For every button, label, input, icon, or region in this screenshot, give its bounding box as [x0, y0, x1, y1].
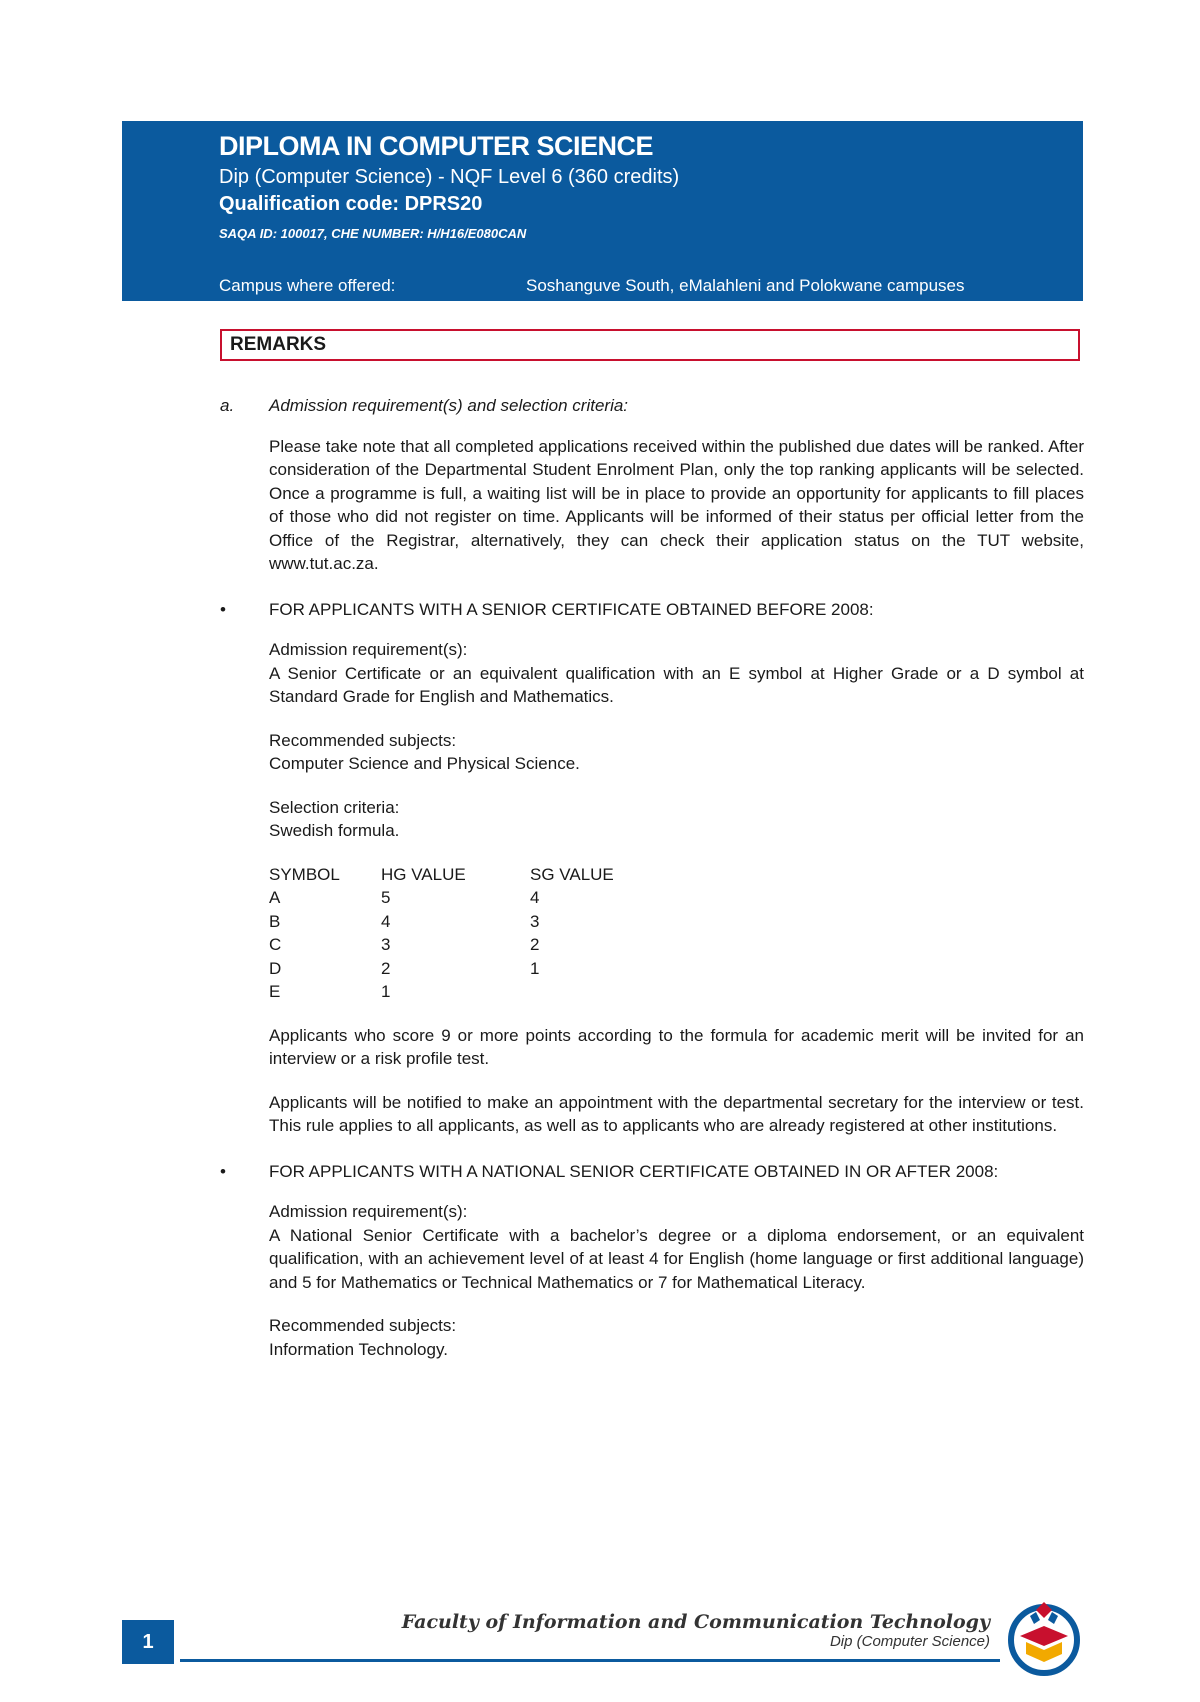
saqa-id: SAQA ID: 100017, CHE NUMBER: H/H16/E080CAN — [219, 226, 527, 241]
recommended-label: Recommended subjects: — [269, 730, 457, 750]
qualification-code: Qualification code: DPRS20 — [219, 193, 483, 215]
table-cell: 5 — [381, 888, 391, 907]
item-a-title: Admission requirement(s) and selection criteria: — [269, 396, 629, 415]
section-pre-2008 — [220, 598, 1084, 1138]
item-a — [220, 394, 1084, 576]
table-cell: 4 — [530, 888, 540, 907]
merit-text: Applicants who score 9 or more points according to the formula for academic merit will be invited for an interview or a risk profile test. — [269, 1025, 1084, 1068]
item-a-marker: a. — [220, 396, 235, 415]
item-a-paragraph: Please take note that all completed applications received within the published due dates will be ranked. After consideration of the Departmental Student Enrolment Plan, only the top ranking applicants will be selected. Once a programme is full, a waiting list will be in place to provide an opportunity for applicants to fill places of those who did not register on time. Applicants will be informed of their status per official letter from the Office of the Registrar, alternatively, they can check their application status on the TUT website, www.tut.ac.za. — [269, 436, 1084, 573]
admission-text: A Senior Certificate or an equivalent qualification with an E symbol at Higher Grade or a D symbol at Standard Grade for English and Mathematics. — [269, 663, 1084, 706]
symbol-value-table — [269, 863, 614, 1004]
table-header-cell: HG VALUE — [381, 864, 466, 884]
selection-text: Swedish formula. — [269, 821, 400, 840]
header-banner — [122, 121, 1083, 301]
table-cell: C — [269, 935, 282, 954]
section-heading: FOR APPLICANTS WITH A SENIOR CERTIFICATE OBTAINED BEFORE 2008: — [269, 599, 874, 619]
table-cell: 4 — [381, 911, 391, 931]
faculty-name: Faculty of Information and Communication Technology — [401, 1611, 990, 1633]
table-row — [269, 910, 614, 934]
table-row — [269, 957, 614, 981]
table-header-cell: SYMBOL — [269, 864, 340, 884]
table-header-cell: SG VALUE — [530, 864, 614, 884]
table-cell — [530, 980, 614, 1004]
table-cell: A — [269, 888, 281, 907]
table-cell: B — [269, 911, 281, 931]
recommended-text: Computer Science and Physical Science. — [269, 754, 580, 773]
table-row — [269, 933, 614, 957]
table-cell: 2 — [530, 935, 540, 954]
section-heading: FOR APPLICANTS WITH A NATIONAL SENIOR CERTIFICATE OBTAINED IN OR AFTER 2008: — [269, 1161, 999, 1181]
table-cell: 1 — [530, 958, 540, 978]
section-nsc — [220, 1160, 1084, 1362]
programme-name: Dip (Computer Science) — [829, 1633, 990, 1650]
remarks-heading: REMARKS — [220, 329, 1080, 361]
admission-label: Admission requirement(s): — [269, 640, 468, 659]
table-cell: 2 — [381, 958, 391, 978]
qualification-subtitle: Dip (Computer Science) - NQF Level 6 (360 credits) — [219, 166, 680, 188]
notify-text: Applicants will be notified to make an appointment with the departmental secretary for the interview or test. This rule applies to all applicants, as well as to applicants who are already registered at other institutions. — [269, 1092, 1084, 1135]
footer-divider — [180, 1659, 1000, 1662]
tut-logo-icon — [1002, 1596, 1086, 1676]
table-cell: 3 — [530, 911, 540, 931]
table-row — [269, 886, 614, 910]
footer-text — [402, 1611, 990, 1651]
campus-value: Soshanguve South, eMalahleni and Polokwane campuses — [526, 276, 965, 295]
admission-label: Admission requirement(s): — [269, 1202, 468, 1221]
recommended-text: Information Technology. — [269, 1339, 448, 1359]
table-cell: 1 — [381, 982, 391, 1001]
table-header-row — [269, 863, 614, 887]
recommended-label: Recommended subjects: — [269, 1316, 457, 1335]
campus-label: Campus where offered: — [219, 276, 396, 295]
remarks-content — [220, 394, 1084, 1361]
page-title: DIPLOMA IN COMPUTER SCIENCE — [219, 131, 654, 161]
table-row — [269, 980, 614, 1004]
table-cell: E — [269, 982, 281, 1001]
table-cell: D — [269, 958, 282, 978]
selection-label: Selection criteria: — [269, 797, 400, 817]
table-cell: 3 — [381, 935, 391, 954]
page-number: 1 — [122, 1620, 174, 1664]
bullet-icon: • — [220, 1161, 226, 1181]
bullet-icon: • — [220, 599, 226, 619]
admission-text: A National Senior Certificate with a bachelor’s degree or a diploma endorsement, or an equivalent qualification, with an achievement level of at least 4 for English (home language or first additional language) and 5 for Mathematics or Technical Mathematics or 7 for Mathematical Literacy. — [269, 1225, 1084, 1292]
